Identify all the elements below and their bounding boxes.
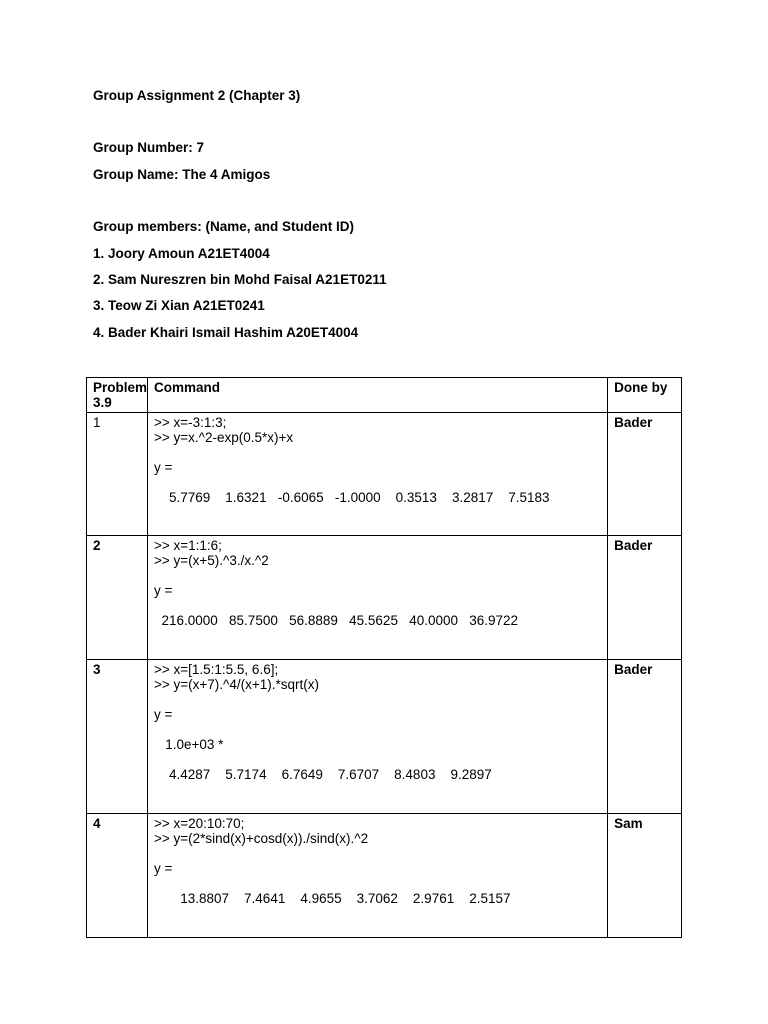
command-line: 5.7769 1.6321 -0.6065 -1.0000 0.3513 3.2817 7.5183 [153,490,550,505]
problem-number: 1 [87,413,148,536]
problems-table [86,377,682,938]
command-line: 216.0000 85.7500 56.8889 45.5625 40.0000 36.9722 [153,613,519,628]
column-header-done-by: Done by [608,378,682,413]
problem-number: 3 [87,660,148,814]
command-line [154,598,601,613]
table-header-row [87,378,682,413]
command-line: 13.8807 7.4641 4.9655 3.7062 2.9761 2.5157 [153,891,511,906]
problem-number: 2 [87,536,148,660]
command-line: y = [153,707,173,722]
member-item: 1. Joory Amoun A21ET4004 [93,246,270,261]
column-header-problem: Problem 3.9 [87,378,148,413]
member-item: 4. Bader Khairi Ismail Hashim A20ET4004 [93,325,359,340]
command-line: >> x=1:1:6; [153,538,222,553]
command-line: >> x=20:10:70; [153,816,245,831]
table-row [87,660,682,814]
command-line [154,692,601,707]
group-number: Group Number: 7 [93,140,205,155]
table-row [87,413,682,536]
command-line: 4.4287 5.7174 6.7649 7.6707 8.4803 9.2897 [153,767,492,782]
done-by-cell: Bader [608,413,682,536]
done-by-cell: Sam [608,814,682,938]
command-line: >> y=(x+5).^3./x.^2 [153,553,269,568]
command-line: >> x=[1.5:1:5.5, 6.6]; [153,662,279,677]
command-line: >> y=(2*sind(x)+cosd(x))./sind(x).^2 [153,831,369,846]
done-by-cell: Bader [608,660,682,814]
command-line [154,475,601,490]
member-item: 3. Teow Zi Xian A21ET0241 [93,298,265,313]
command-line [154,722,601,737]
command-line: >> y=x.^2-exp(0.5*x)+x [153,430,294,445]
command-cell [147,814,607,938]
command-line: >> y=(x+7).^4/(x+1).*sqrt(x) [153,677,319,692]
done-by-cell: Bader [608,536,682,660]
command-line [154,846,601,861]
column-header-command: Command [147,378,607,413]
command-line [154,568,601,583]
table-row [87,536,682,660]
command-cell [147,660,607,814]
command-line [154,445,601,460]
command-line [154,876,601,891]
command-line: >> x=-3:1:3; [153,415,227,430]
table-row [87,814,682,938]
command-line: y = [153,583,173,598]
member-item: 2. Sam Nureszren bin Mohd Faisal A21ET0211 [93,272,387,287]
command-line: y = [153,861,173,876]
command-line: y = [153,460,173,475]
problem-number: 4 [87,814,148,938]
command-cell [147,413,607,536]
group-name: Group Name: The 4 Amigos [93,167,271,182]
command-cell [147,536,607,660]
command-line: 1.0e+03 * [153,737,224,752]
members-heading: Group members: (Name, and Student ID) [93,219,355,234]
document-title: Group Assignment 2 (Chapter 3) [93,88,301,103]
command-line [154,752,601,767]
